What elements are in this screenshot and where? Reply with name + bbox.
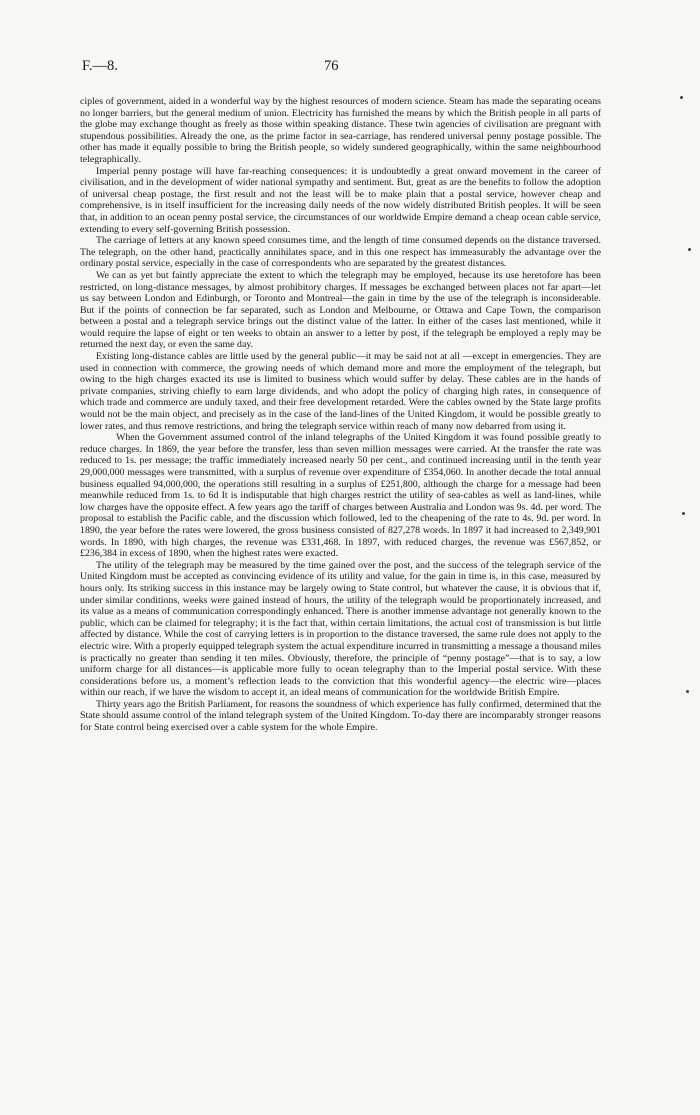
paragraph-8: Thirty years ago the British Parliament, for reasons the soundness of which experience has fully confirmed, determined that the State should assume control of the inland telegraph system of the United Kingdom. To-day there are incomparably stronger reasons for State control being exercised over a cable system for the whole Empire. [80,698,601,734]
page-number: 76 [324,58,339,74]
scan-speck [682,512,685,515]
body-text [80,96,601,734]
paragraph-1: ciples of government, aided in a wonderful way by the highest resources of modern science. Steam has made the separating oceans no longer barriers, but the general medium of union. Electricity has furnished the means by which the British people in all parts of the globe may exchange thought as freely as those within speaking distance. These twin agencies of civilisation are pregnant with stupendous possibilities. Already the one, as the prime factor in sea-carriage, has rendered universal penny postage possible. The other has made it equally possible to bring the British people, so widely sundered geographically, within the same neighbourhood telegraphically. [80,96,601,165]
page-header [0,58,700,80]
paragraph-5: Existing long-distance cables are little used by the general public—it may be said not at all —except in emergencies. They are used in connection with commerce, the growing needs of which demand more and more the employment of the telegraph, but owing to the high charges exacted its use is limited to business which would suffer by delay. These cables are in the hands of private companies, striving chiefly to earn large dividends, and who adopt the policy of charging high rates, in consequence of which trade and commerce are unduly taxed, and their free development retarded. Were the cables owned by the State large profits would not be the main object, and precisely as in the case of the land-lines of the United Kingdom, it would be possible greatly to lower rates, and thus remove restrictions, and bring the telegraph service within reach of many now debarred from using it. [80,351,601,432]
scan-speck [688,248,691,251]
paragraph-4: We can as yet but faintly appreciate the extent to which the telegraph may be employed, because its use heretofore has been restricted, on long-distance messages, by almost prohibitory charges. If messages be exchanged between places not far apart—let us say between London and Edinburgh, or Toronto and Montreal—the gain in time by the use of the telegraph is inconsiderable. But if the points of connection be far separated, such as London and Melbourne, or Ottawa and Cape Town, the comparison between a postal and a telegraph service brings out the distinct value of the latter. In either of the cases last mentioned, while it would require the lapse of eight or ten weeks to obtain an answer to a letter by post, if the telegraph be employed a reply may be returned the next day, or even the same day. [80,269,601,351]
scan-speck [686,690,689,693]
scan-speck [680,96,683,99]
document-reference: F.—8. [82,58,118,74]
paragraph-2: Imperial penny postage will have far-reaching consequences: it is undoubtedly a great onward movement in the career of civilisation, and in the development of wider national sympathy and sentiment. But, great as are the benefits to follow the adoption of universal cheap postage, the first result and not the least will be to make plain that a postal service, however cheap and comprehensive, is in itself insufficient for the increasing daily needs of the now widely distributed British peoples. It will be seen that, in addition to an ocean penny postal service, the circumstances of our worldwide Empire demand a cheap ocean cable service, extending to every self-governing British possession. [80,165,601,235]
paragraph-6: When the Government assumed control of the inland telegraphs of the United Kingdom it was found possible greatly to reduce charges. In 1869, the year before the transfer, less than seven million messages were carried. At the transfer the rate was reduced to 1s. per message; the traffic immediately increased nearly 50 per cent., and continued increasing until in the tenth year 29,000,000 messages were transmitted, with a surplus of revenue over expenditure of £354,060. In another decade the total annual business equalled 94,000,000, the operations still resulting in a surplus of £251,800, although the charge for a message had been meanwhile reduced from 1s. to 6d It is indisputable that high charges restrict the utility of sea-cables as well as land-lines, while low charges have the opposite effect. A few years ago the tariff of charges between Australia and London was 9s. 4d. per word. The proposal to establish the Pacific cable, and the discussion which followed, led to the cheapening of the rate to 4s. 9d. per word. In 1890, the year before the rates were lowered, the gross business consisted of 827,278 words. In 1897 it had increased to 2,349,901 words. In 1890, with high charges, the revenue was £331,468. In 1897, with reduced charges, the revenue was £567,852, or £236,384 in excess of 1890, when the highest rates were exacted. [80,432,601,560]
paragraph-7: The utility of the telegraph may be measured by the time gained over the post, and the success of the telegraph service of the United Kingdom must be accepted as convincing evidence of its utility and value, for the gain in time is, in this case, measured by hours only. Its striking success in this instance may be largely owing to State control, but whatever the cause, it is obvious that if, under similar conditions, weeks were gained instead of hours, the utility of the telegraph would be proportionately increased, and its value as a means of communication correspondingly enhanced. There is another immense advantage not generally known to the public, which can be claimed for telegraphy; it is the fact that, within certain limitations, the actual cost of transmission is but little affected by distance. While the cost of carrying letters is in proportion to the distance traversed, the same rule does not apply to the electric wire. With a properly equipped telegraph system the actual expenditure incurred in transmitting a message a thousand miles is practically no greater than sending it ten miles. Obviously, therefore, the principle of “penny postage”—that is to say, a low uniform charge for all distances—is applicable more fully to ocean telegraphy than to the Imperial postal service. With these considerations before us, a moment’s reflection leads to the conviction that this wonderful agency—the electric wire—places within our reach, if we have the wisdom to accept it, an ideal means of communication for the worldwide British Empire. [80,559,601,699]
paragraph-3: The carriage of letters at any known speed consumes time, and the length of time consumed depends on the distance traversed. The telegraph, on the other hand, practically annihilates space, and in this one respect has immeasurably the advantage over the ordinary postal service, especially in the case of correspondents who are separated by the greatest distances. [80,235,601,270]
